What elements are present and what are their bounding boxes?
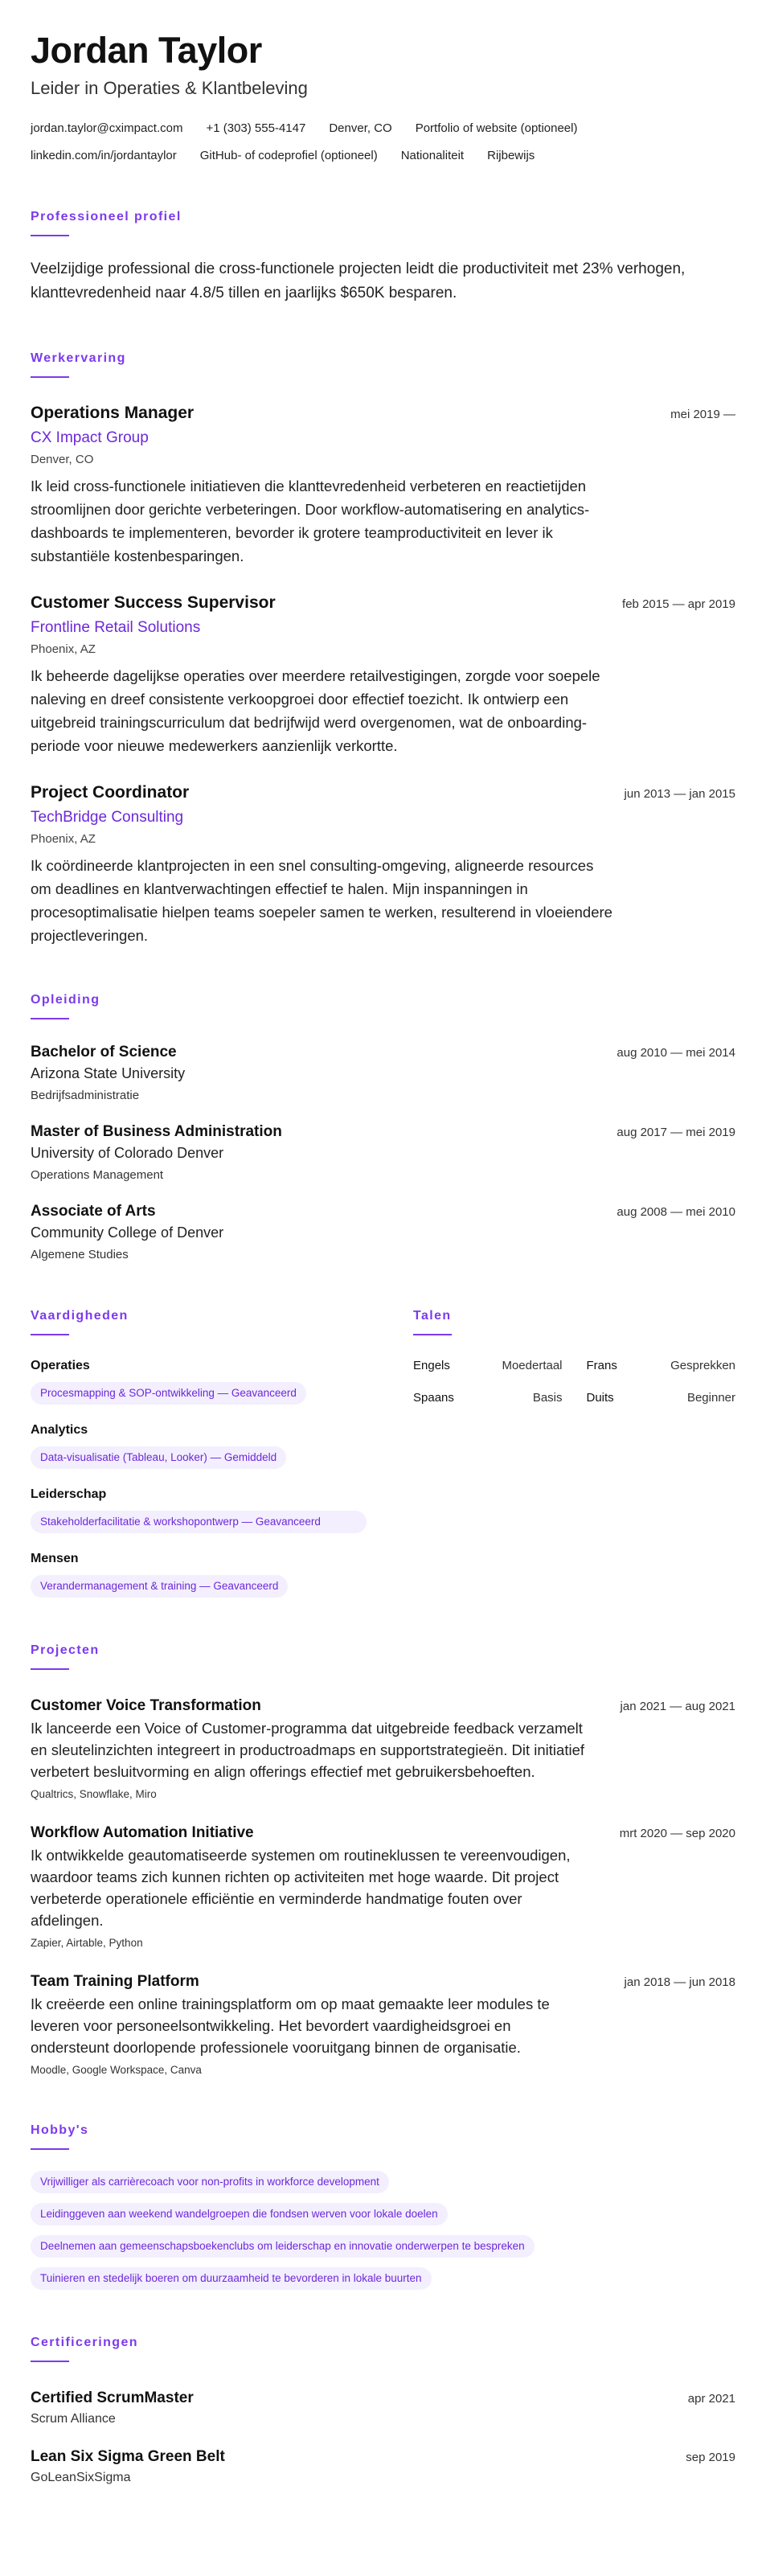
job-description: Ik coördineerde klantprojecten in een snel consulting-omgeving, aligneerde resources om deadlines en klantverwachtingen effectief te halen. Mijn inspanningen in procesoptimalisatie hielpen teams soepeler samen te werken, resulterend in vloeiendere projectleveringen. (31, 857, 612, 944)
project-entry (31, 1971, 735, 2078)
project-title: Customer Voice Transformation (31, 1697, 261, 1714)
project-title: Workflow Automation Initiative (31, 1824, 254, 1841)
project-dates: jan 2018 — jun 2018 (624, 1975, 735, 1989)
language-list (413, 1358, 735, 1406)
skill-group (31, 1422, 367, 1469)
job-title: Operations Manager (31, 404, 195, 422)
certification-date: apr 2021 (687, 2392, 735, 2406)
hobby-pill: Tuinieren en stedelijk boeren om duurzaamheid te bevorderen in lokale buurten (31, 2267, 432, 2290)
section-title: Werkervaring (31, 351, 126, 365)
project-description: Ik ontwikkelde geautomatiseerde systemen om routineklussen te vereenvoudigen, waardoor teams zich kunnen richten op activiteiten met hoge waarde. Dit project verbeterde operationele efficiëntie en verminderde handmatige fouten over afdelingen. (31, 1847, 571, 1929)
project-dates: mrt 2020 — sep 2020 (619, 1827, 735, 1840)
candidate-role: Leider in Operaties & Klantbeleving (31, 78, 308, 98)
contact-nationality: Nationaliteit (400, 149, 465, 162)
section-title: Certificeringen (31, 2336, 138, 2349)
job-company: Frontline Retail Solutions (31, 619, 201, 636)
job-entry (31, 402, 735, 568)
education-dates: aug 2008 — mei 2010 (616, 1205, 735, 1219)
resume-header (31, 29, 735, 164)
section-title: Vaardigheden (31, 1309, 129, 1323)
project-tech: Zapier, Airtable, Python (31, 1937, 143, 1949)
skills-section (31, 1308, 367, 1598)
projects-section (31, 1643, 735, 2078)
contact-phone[interactable]: +1 (303) 555-4147 (206, 121, 306, 135)
contact-linkedin[interactable]: linkedin.com/in/jordantaylor (31, 149, 177, 162)
contact-portfolio[interactable]: Portfolio of website (optioneel) (415, 121, 578, 135)
job-dates: mei 2019 — (670, 408, 735, 421)
education-entry (31, 1122, 735, 1183)
skill-category: Leiderschap (31, 1487, 107, 1501)
job-location: Denver, CO (31, 453, 94, 466)
project-entry (31, 1823, 735, 1950)
education-dates: aug 2010 — mei 2014 (616, 1046, 735, 1060)
section-divider (413, 1334, 452, 1335)
job-location: Phoenix, AZ (31, 642, 96, 656)
project-tech: Moodle, Google Workspace, Canva (31, 2064, 202, 2076)
hobby-pill: Vrijwilliger als carrièrecoach voor non-profits in workforce development (31, 2171, 389, 2193)
contact-list (31, 121, 735, 164)
section-divider (31, 2148, 69, 2150)
contact-location: Denver, CO (329, 121, 392, 135)
job-dates: jun 2013 — jan 2015 (624, 787, 735, 801)
hobby-pill: Deelnemen aan gemeenschapsboekenclubs om leiderschap en innovatie onderwerpen te bespreken (31, 2235, 535, 2258)
skill-pill: Data-visualisatie (Tableau, Looker) — Gemiddeld (31, 1446, 286, 1469)
languages-section (413, 1308, 735, 1598)
skill-group (31, 1487, 367, 1533)
skill-pill: Procesmapping & SOP-ontwikkeling — Geavanceerd (31, 1382, 306, 1405)
project-description: Ik creëerde een online trainingsplatform om op maat gemaakte leer modules te leveren voor personeelsontwikkeling. Het bevordert vaardigheidsgroei en ondersteunt doorlopende professionele vooruitgang binnen de organisatie. (31, 1996, 550, 2056)
language-name: Spaans (413, 1391, 454, 1405)
contact-github[interactable]: GitHub- of codeprofiel (optioneel) (199, 149, 378, 162)
education-school: Arizona State University (31, 1065, 186, 1081)
language-item (413, 1358, 563, 1374)
section-divider (31, 235, 69, 236)
education-school: University of Colorado Denver (31, 1145, 224, 1161)
section-title: Opleiding (31, 993, 100, 1007)
education-degree: Master of Business Administration (31, 1123, 282, 1140)
candidate-name: Jordan Taylor (31, 30, 262, 71)
education-degree: Bachelor of Science (31, 1044, 177, 1060)
education-school: Community College of Denver (31, 1224, 224, 1241)
job-description: Ik leid cross-functionele initiatieven die klanttevredenheid verbeteren en reactietijden stroomlijnen door gerichte verbeteringen. Door workflow-automatisering en analytics-dashboards te implementeren, bevorder ik grotere teamproductiviteit en lever ik substantiële kostenbesparingen. (31, 478, 590, 564)
skill-pill: Verandermanagement & training — Geavanceerd (31, 1575, 288, 1598)
section-divider (31, 2361, 69, 2362)
education-section (31, 992, 735, 1263)
profile-summary: Veelzijdige professional die cross-functionele projecten leidt die productiviteit met 23% verhogen, klanttevredenheid naar 4.8/5 tillen en jaarlijks $650K besparen. (31, 260, 686, 301)
education-degree: Associate of Arts (31, 1203, 156, 1220)
education-entry (31, 1201, 735, 1263)
hobby-list (31, 2171, 735, 2290)
project-tech: Qualtrics, Snowflake, Miro (31, 1788, 157, 1800)
skill-category: Mensen (31, 1552, 79, 1565)
job-company: CX Impact Group (31, 429, 149, 446)
education-field: Algemene Studies (31, 1248, 129, 1261)
language-level: Moedertaal (502, 1359, 563, 1372)
skill-category: Analytics (31, 1423, 88, 1437)
job-entry (31, 781, 735, 947)
skill-category: Operaties (31, 1359, 90, 1372)
project-title: Team Training Platform (31, 1973, 199, 1990)
section-divider (31, 1334, 69, 1335)
project-description: Ik lanceerde een Voice of Customer-programma dat uitgebreide feedback verzamelt en sleutelinzichten integreert in productroadmaps en supportstrategieën. Dit initiatief verbetert besluitvorming en align offerings effectief met gebruikersbehoeften. (31, 1720, 585, 1780)
job-dates: feb 2015 — apr 2019 (622, 597, 735, 611)
project-dates: jan 2021 — aug 2021 (620, 1700, 735, 1713)
language-item (413, 1390, 563, 1406)
language-item (587, 1390, 736, 1406)
education-field: Bedrijfsadministratie (31, 1089, 140, 1102)
hobbies-section (31, 2123, 735, 2290)
skill-group (31, 1551, 367, 1598)
education-field: Operations Management (31, 1168, 164, 1182)
language-name: Frans (586, 1359, 617, 1372)
section-divider (31, 1668, 69, 1670)
certification-org: Scrum Alliance (31, 2412, 116, 2426)
job-title: Customer Success Supervisor (31, 593, 276, 612)
skill-group (31, 1358, 367, 1405)
certification-org: GoLeanSixSigma (31, 2471, 131, 2484)
job-entry (31, 592, 735, 757)
education-entry (31, 1042, 735, 1104)
language-level: Gesprekken (670, 1359, 735, 1372)
language-item (587, 1358, 736, 1374)
job-title: Project Coordinator (31, 783, 190, 802)
language-name: Duits (586, 1391, 614, 1405)
project-entry (31, 1696, 735, 1802)
job-description: Ik beheerde dagelijkse operaties over meerdere retailvestigingen, zorgde voor soepele naleving en dreef consistente verkoopgroei door effectief toezicht. Ik ontwierp een uitgebreid trainingscurriculum dat bedrijfwijd werd overgenomen, wat de onboarding-periode voor nieuwe medewerkers aanzienlijk verkortte. (31, 667, 600, 754)
certification-date: sep 2019 (686, 2451, 735, 2464)
job-location: Phoenix, AZ (31, 832, 96, 846)
job-company: TechBridge Consulting (31, 809, 184, 826)
contact-license: Rijbewijs (487, 149, 535, 162)
language-name: Engels (413, 1359, 450, 1372)
certification-entry (31, 2388, 735, 2427)
hobby-pill: Leidinggeven aan weekend wandelgroepen die fondsen werven voor lokale doelen (31, 2203, 448, 2225)
language-level: Beginner (686, 1391, 735, 1405)
education-dates: aug 2017 — mei 2019 (616, 1126, 735, 1139)
experience-section (31, 351, 735, 947)
skill-pill: Stakeholderfacilitatie & workshopontwerp — Geavanceerd (31, 1511, 367, 1533)
skills-languages-row (31, 1308, 735, 1598)
certification-title: Lean Six Sigma Green Belt (31, 2448, 225, 2465)
section-title: Talen (413, 1309, 452, 1323)
certification-entry (31, 2447, 735, 2486)
section-divider (31, 1018, 69, 1019)
section-divider (31, 376, 69, 378)
contact-email[interactable]: jordan.taylor@cximpact.com (31, 121, 183, 135)
section-title: Hobby's (31, 2123, 89, 2137)
section-title: Projecten (31, 1643, 100, 1657)
certification-title: Certified ScrumMaster (31, 2389, 194, 2406)
section-title: Professioneel profiel (31, 210, 182, 224)
profile-section (31, 209, 735, 306)
language-level: Basis (532, 1391, 563, 1405)
certifications-section (31, 2335, 735, 2486)
